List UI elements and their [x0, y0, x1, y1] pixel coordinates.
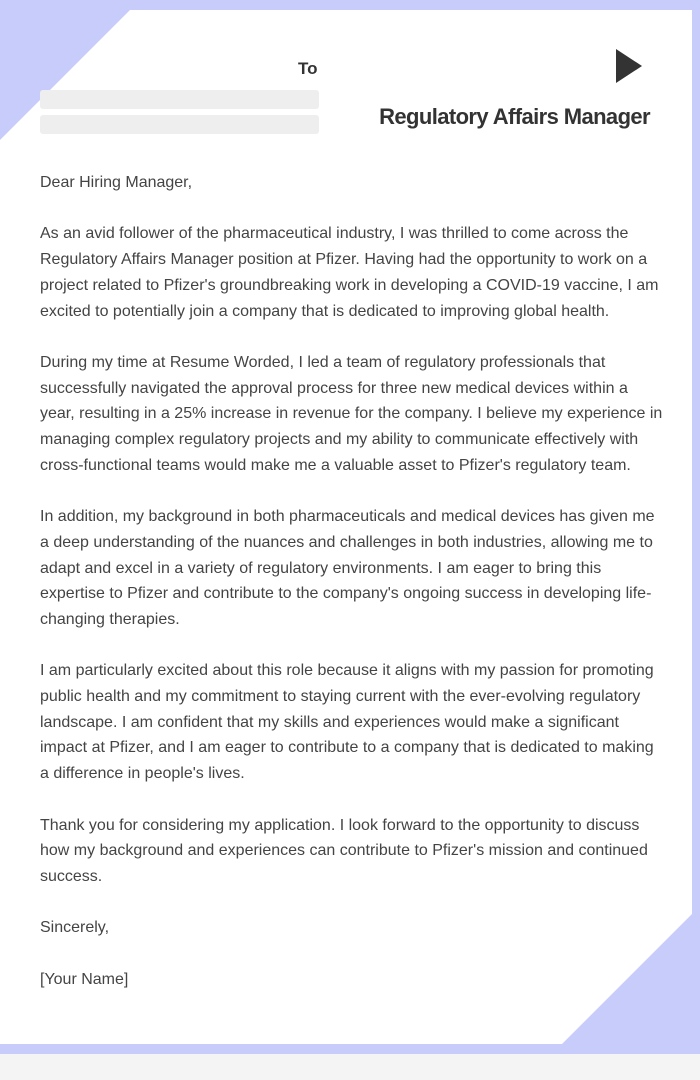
- recipient-address-line-2: [40, 115, 319, 134]
- job-title: Regulatory Affairs Manager: [379, 104, 650, 129]
- paragraph-4: I am particularly excited about this role because it aligns with my passion for promoting public health and my commitment to staying current with the ever-evolving regulatory landscape. I am confident that my skills and experiences would make a significant impact at Pfizer, and I am eager to contribute to a company that is dedicated to making a difference in people's lives.: [40, 662, 654, 783]
- recipient-address-line-1: [40, 90, 319, 109]
- salutation: Dear Hiring Manager,: [40, 174, 193, 191]
- play-icon[interactable]: [616, 49, 642, 83]
- paragraph-1: As an avid follower of the pharmaceutical industry, I was thrilled to come across the Regulatory Affairs Manager position at Pfizer. Having had the opportunity to work on a project related to Pfizer's groundbreaking work in developing a COVID-19 vaccine, I am excited to potentially join a company that is dedicated to improving global health.: [40, 225, 659, 320]
- signature: [Your Name]: [40, 970, 129, 988]
- paragraph-3: In addition, my background in both pharmaceuticals and medical devices has given me a deep understanding of the nuances and challenges in both industries, allowing me to adapt and excel in a variety of regulatory environments. I am eager to bring this expertise to Pfizer and contribute to the company's ongoing success in developing life-changing therapies.: [40, 508, 655, 628]
- paragraph-2: During my time at Resume Worded, I led a team of regulatory professionals that successfully navigated the approval process for three new medical devices within a year, resulting in a 25% increase in revenue for the company. I believe my experience in managing complex regulatory projects and my ability to communicate effectively with cross-functional teams would make me a valuable asset to Pfizer's regulatory team.: [40, 353, 663, 474]
- closing: Sincerely,: [40, 919, 110, 937]
- letter-body: [40, 170, 665, 1018]
- paragraph-5: Thank you for considering my application. I look forward to the opportunity to discuss how my background and experiences can contribute to Pfizer's mission and continued success.: [40, 816, 648, 885]
- letter-sheet: [0, 10, 692, 1044]
- to-label: To: [298, 59, 318, 78]
